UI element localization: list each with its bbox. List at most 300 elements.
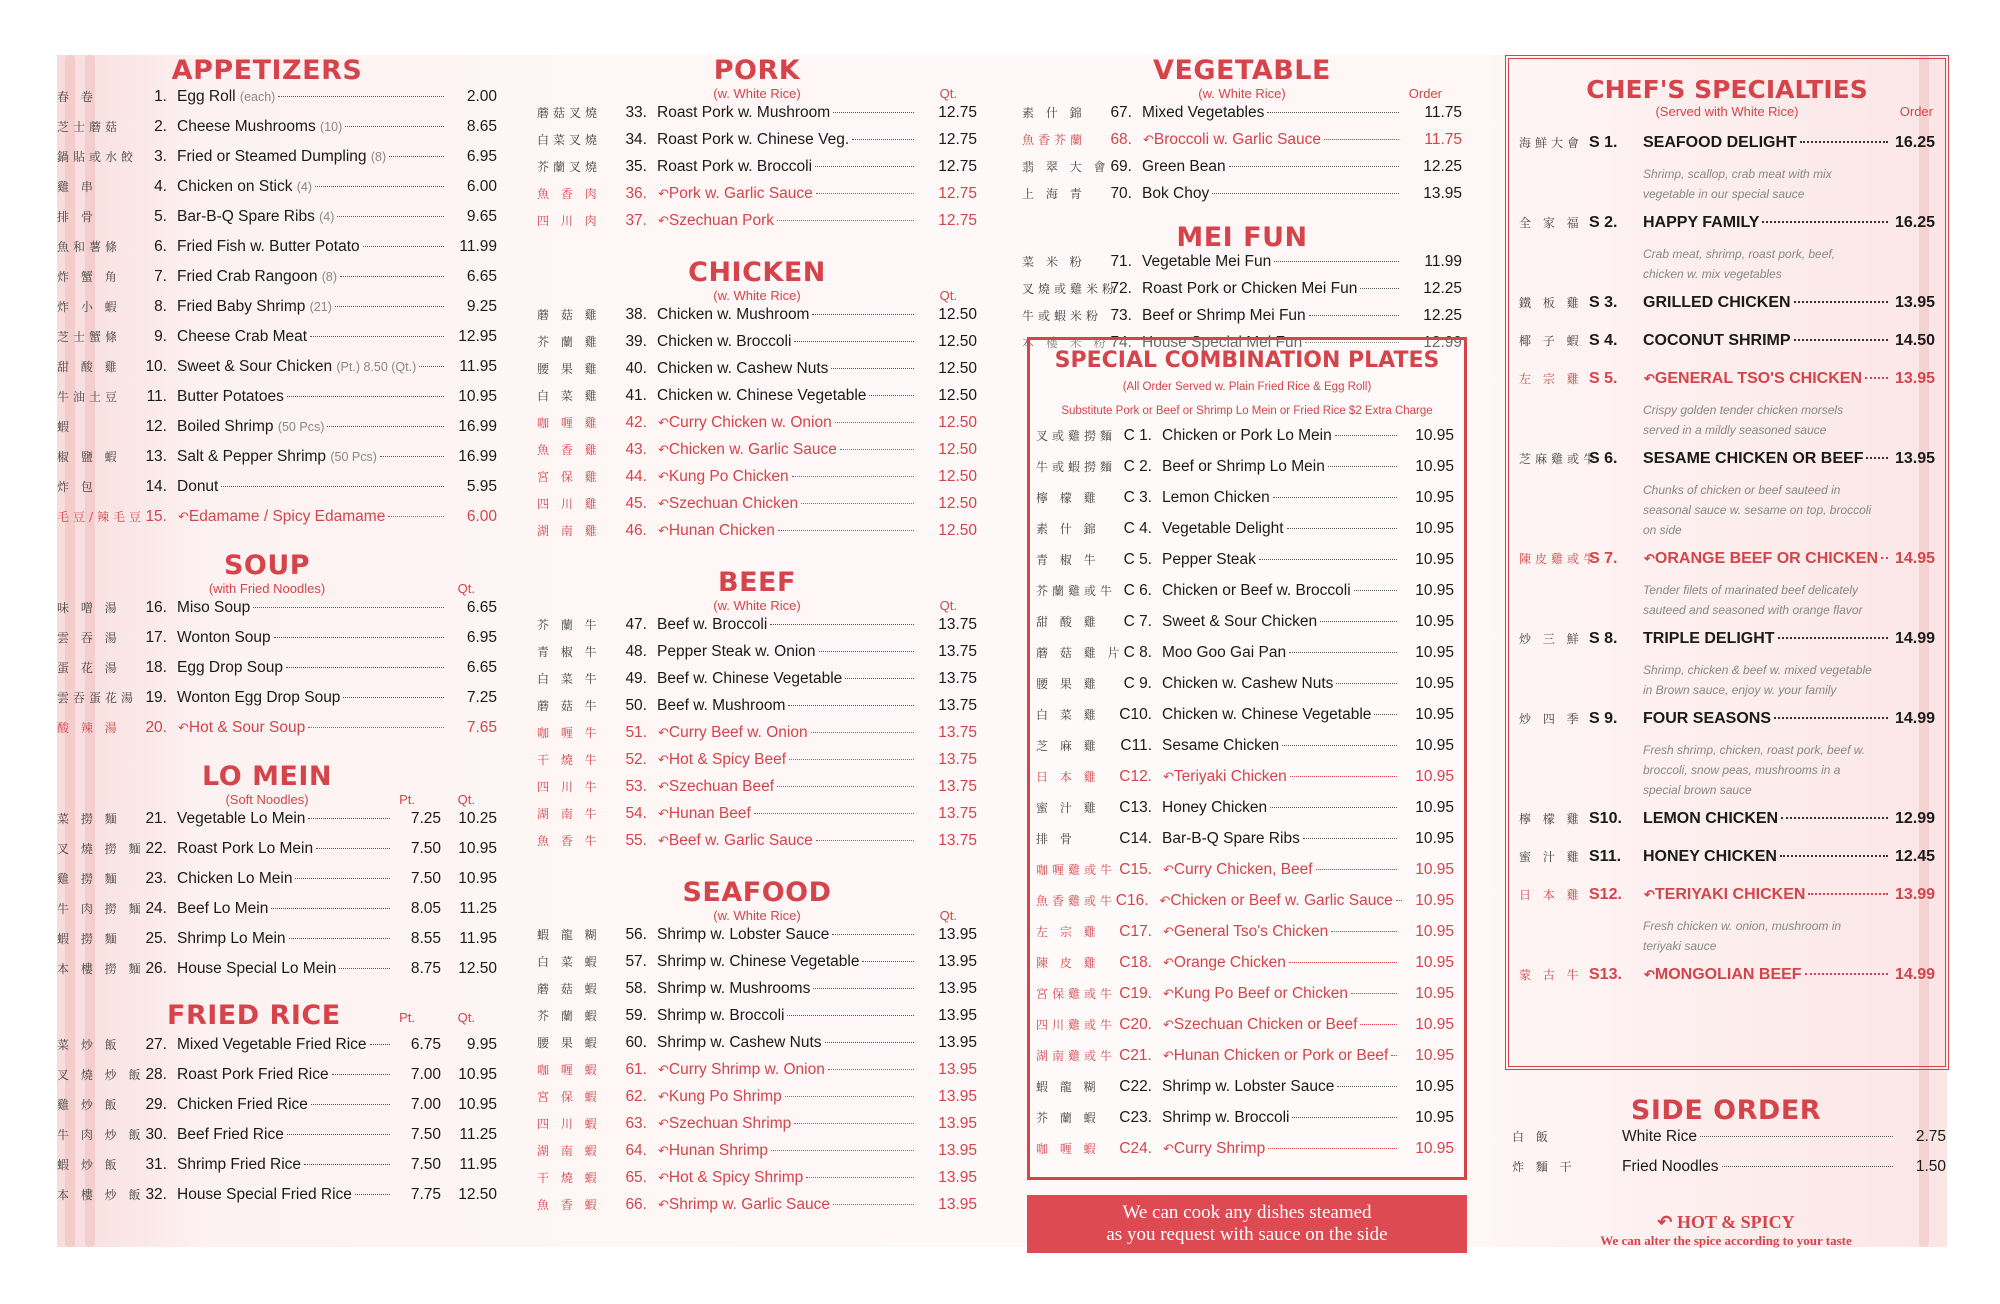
chili-icon: ↶ [1163, 769, 1174, 784]
item-price: 16.25 [1894, 214, 1935, 231]
leader-dots [1794, 301, 1888, 303]
menu-item[interactable] [57, 238, 497, 268]
menu-item[interactable] [57, 268, 497, 298]
item-number: S 1. [1589, 134, 1618, 151]
menu-item[interactable] [1036, 1047, 1454, 1078]
leader-dots [310, 336, 444, 337]
menu-item[interactable] [537, 643, 977, 670]
menu-item[interactable] [1036, 520, 1454, 551]
item-note: (50 Pcs) [330, 450, 377, 464]
item-name-text: Chicken w. Cashew Nuts [1162, 675, 1334, 692]
item-name [657, 131, 849, 149]
chef-special-item[interactable] [1509, 810, 1945, 838]
menu-item[interactable] [57, 1126, 497, 1156]
menu-item[interactable] [1036, 954, 1454, 985]
leader-dots [316, 848, 390, 849]
chinese-name: 蘑菇叉燒 [537, 106, 602, 120]
leader-dots [806, 1177, 914, 1178]
item-number: 22. [145, 840, 167, 857]
menu-item[interactable] [57, 388, 497, 418]
item-name: FOUR SEASONS [1643, 710, 1772, 727]
leader-dots [788, 705, 914, 706]
item-price: 13.95 [1894, 370, 1935, 387]
menu-item[interactable] [1022, 253, 1462, 280]
menu-item[interactable] [537, 158, 977, 185]
item-name [177, 1036, 367, 1054]
leader-dots [1794, 339, 1888, 341]
menu-item[interactable] [1022, 131, 1462, 158]
menu-item[interactable] [1512, 1128, 1946, 1158]
chef-special-item[interactable] [1509, 966, 1945, 994]
menu-item[interactable] [1036, 1016, 1454, 1047]
item-note: (8) [321, 270, 338, 284]
item-number: 2. [154, 118, 167, 135]
item-price-quart: 11.95 [459, 1156, 497, 1173]
menu-item[interactable] [537, 832, 977, 859]
menu-item[interactable] [537, 953, 977, 980]
item-description: Fresh chicken w. onion, mushroom in teriyaki sauce [1643, 919, 1842, 953]
chili-icon: ↶ [1657, 1212, 1677, 1232]
item-name [1142, 104, 1264, 122]
item-name-text: Chicken or Beef w. Garlic Sauce [1170, 892, 1393, 909]
menu-item[interactable] [1036, 458, 1454, 489]
menu-item[interactable] [57, 148, 497, 178]
item-number: C 8. [1123, 644, 1152, 661]
item-number: 45. [625, 495, 647, 512]
leader-dots [777, 220, 914, 221]
menu-item[interactable] [537, 360, 977, 387]
item-name [177, 88, 275, 106]
item-price-quart: 11.25 [459, 1126, 497, 1143]
menu-item[interactable] [1022, 307, 1462, 334]
menu-item[interactable] [57, 840, 497, 870]
item-number: 6. [154, 238, 167, 255]
item-name [657, 616, 767, 634]
chinese-name: 海鮮大會 [1519, 136, 1584, 150]
menu-item[interactable] [537, 697, 977, 724]
menu-item[interactable] [1022, 104, 1462, 131]
chinese-name: 陳皮雞或牛 [1519, 552, 1600, 566]
item-name-text: Szechuan Beef [668, 778, 775, 795]
item-name [177, 659, 283, 677]
leader-dots [828, 1069, 914, 1070]
menu-item[interactable] [57, 930, 497, 960]
menu-item[interactable] [1036, 644, 1454, 675]
item-price: 10.95 [1415, 892, 1454, 909]
item-number: C23. [1119, 1109, 1152, 1126]
menu-item[interactable] [57, 870, 497, 900]
item-price: 12.95 [458, 328, 497, 345]
menu-item[interactable] [57, 358, 497, 388]
item-name-text: Shrimp w. Mushrooms [657, 980, 811, 997]
menu-item[interactable] [57, 659, 497, 689]
chinese-name: 蘑 菇 牛 [537, 699, 601, 713]
item-price: 2.00 [466, 88, 497, 105]
menu-item[interactable] [537, 1142, 977, 1169]
item-name-text: Shrimp w. Broccoli [657, 1007, 785, 1024]
leader-dots [287, 396, 444, 397]
menu-item[interactable] [1036, 582, 1454, 613]
item-number: 60. [625, 1034, 647, 1051]
menu-item[interactable] [1036, 830, 1454, 861]
leader-dots [777, 786, 914, 787]
menu-item[interactable] [537, 1196, 977, 1223]
item-name [177, 599, 250, 617]
item-number: 70. [1110, 185, 1132, 202]
chinese-name: 白 飯 [1512, 1130, 1552, 1144]
item-number: 67. [1110, 104, 1132, 121]
item-number: 42. [625, 414, 647, 431]
item-name-text: Chicken w. Cashew Nuts [657, 360, 829, 377]
menu-item[interactable] [537, 104, 977, 131]
item-number: 68. [1110, 131, 1132, 148]
item-name-text: Chicken or Pork Lo Mein [1162, 427, 1332, 444]
chili-icon: ↶ [658, 442, 669, 457]
item-name [177, 1066, 329, 1084]
menu-item[interactable] [57, 208, 497, 238]
item-number: 36. [625, 185, 647, 202]
chef-special-item[interactable] [1509, 370, 1945, 398]
menu-item[interactable] [57, 508, 497, 538]
menu-item[interactable] [57, 1096, 497, 1126]
chili-icon: ↶ [1163, 862, 1174, 877]
menu-item[interactable] [1036, 799, 1454, 830]
chili-icon: ↶ [658, 806, 669, 821]
chinese-name: 芝麻雞或牛 [1519, 452, 1600, 466]
menu-item[interactable] [1036, 1078, 1454, 1109]
menu-item[interactable] [57, 178, 497, 208]
menu-item[interactable] [537, 387, 977, 414]
menu-item[interactable] [1022, 185, 1462, 212]
item-number: 11. [146, 388, 167, 405]
leader-dots [794, 1123, 914, 1124]
menu-item[interactable] [537, 495, 977, 522]
item-name-text: Sweet & Sour Chicken [1162, 613, 1318, 630]
item-name-text: Beef or Shrimp Mei Fun [1142, 307, 1306, 324]
menu-item[interactable] [57, 418, 497, 448]
item-name [1174, 923, 1328, 941]
chef-special-item[interactable] [1509, 450, 1945, 478]
chinese-name: 全 家 福 [1519, 216, 1583, 230]
item-name: HONEY CHICKEN [1643, 848, 1777, 865]
leader-dots [304, 1164, 390, 1165]
menu-item[interactable] [1036, 427, 1454, 458]
menu-item[interactable] [537, 751, 977, 778]
chinese-name: 雲 吞 湯 [57, 631, 121, 645]
item-price: 6.65 [466, 659, 497, 676]
menu-item[interactable] [537, 1169, 977, 1196]
leader-dots [771, 1150, 914, 1151]
item-price: 14.99 [1894, 966, 1935, 983]
menu-item[interactable] [1036, 613, 1454, 644]
item-name-text: Moo Goo Gai Pan [1162, 644, 1287, 661]
menu-item[interactable] [1036, 768, 1454, 799]
leader-dots [816, 193, 914, 194]
menu-item[interactable] [57, 1036, 497, 1066]
menu-item[interactable] [537, 1007, 977, 1034]
item-number: C17. [1119, 923, 1152, 940]
item-name [669, 414, 832, 432]
beef-list [537, 616, 977, 859]
item-name [669, 522, 775, 540]
menu-item[interactable] [537, 616, 977, 643]
side-order-list [1512, 1128, 1946, 1188]
item-name-text: Roast Pork w. Mushroom [657, 104, 831, 121]
menu-item[interactable] [57, 298, 497, 328]
item-number: C 6. [1123, 582, 1152, 599]
leader-dots [343, 697, 444, 698]
leader-dots [221, 486, 444, 487]
menu-item[interactable] [57, 1186, 497, 1216]
menu-item[interactable] [537, 724, 977, 751]
combo-note-served: (All Order Served w. Plain Fried Rice & Egg Roll) [1122, 381, 1372, 393]
pork-title: PORK [713, 55, 801, 86]
chinese-name: 蜜 汁 雞 [1519, 850, 1583, 864]
menu-item[interactable] [537, 1034, 977, 1061]
menu-item[interactable] [57, 689, 497, 719]
item-name-text: Fried or Steamed Dumpling [177, 148, 367, 165]
menu-item[interactable] [537, 441, 977, 468]
item-name [177, 870, 292, 888]
friedrice-pt-label: Pt. [399, 1010, 415, 1025]
menu-item[interactable] [1036, 675, 1454, 706]
item-price: 10.95 [1415, 582, 1454, 599]
item-price: 13.75 [938, 697, 977, 714]
item-name [657, 1007, 784, 1025]
item-price: 10.95 [458, 388, 497, 405]
soup-title: SOUP [223, 550, 311, 581]
item-number: 63. [625, 1115, 647, 1132]
item-note: (Pt.) 8.50 (Qt.) [336, 360, 417, 374]
menu-item[interactable] [57, 478, 497, 508]
chef-special-item[interactable] [1509, 550, 1945, 578]
menu-item[interactable] [1022, 158, 1462, 185]
menu-item[interactable] [537, 980, 977, 1007]
menu-item[interactable] [57, 960, 497, 990]
menu-item[interactable] [537, 670, 977, 697]
item-price: 13.95 [1894, 294, 1935, 311]
item-price: 6.65 [466, 268, 497, 285]
item-name-text: Vegetable Mei Fun [1142, 253, 1272, 270]
chinese-name: 白 菜 蝦 [537, 955, 601, 969]
item-number: 38. [625, 306, 647, 323]
soup-subtitle-text: (with Fried Noodles) [208, 581, 326, 596]
item-name [669, 778, 774, 796]
item-price-pint: 8.75 [410, 960, 441, 977]
item-name [669, 832, 813, 850]
item-name: TRIPLE DELIGHT [1643, 630, 1775, 647]
menu-item[interactable] [537, 212, 977, 239]
item-number: C 5. [1123, 551, 1152, 568]
menu-item[interactable] [537, 1061, 977, 1088]
menu-item[interactable] [537, 778, 977, 805]
menu-item[interactable] [57, 900, 497, 930]
item-name [177, 268, 337, 286]
leader-dots [388, 516, 444, 517]
item-number: 73. [1110, 307, 1132, 324]
leader-dots [1270, 807, 1397, 808]
menu-item[interactable] [57, 448, 497, 478]
item-price: 10.95 [1415, 613, 1454, 630]
chef-special-item[interactable] [1509, 710, 1945, 738]
item-number: C13. [1119, 799, 1152, 816]
item-name [1162, 675, 1333, 693]
item-name-text: Roast Pork w. Chinese Veg. [657, 131, 850, 148]
chinese-name: 蘑 菇 蝦 [537, 982, 601, 996]
menu-item[interactable] [1036, 985, 1454, 1016]
menu-item[interactable] [1036, 1140, 1454, 1171]
item-price: 6.95 [466, 629, 497, 646]
menu-item[interactable] [537, 1088, 977, 1115]
item-name-text: Szechuan Chicken [668, 495, 799, 512]
item-name-text: Bar-B-Q Spare Ribs [1162, 830, 1300, 847]
item-name-text: Curry Beef w. Onion [668, 724, 808, 741]
leader-dots [1290, 776, 1397, 777]
chili-icon: ↶ [658, 833, 669, 848]
menu-item[interactable] [537, 333, 977, 360]
item-number: 31. [145, 1156, 167, 1173]
item-number: 64. [625, 1142, 647, 1159]
menu-item[interactable] [1036, 737, 1454, 768]
chef-special-item[interactable] [1509, 214, 1945, 242]
leader-dots [1289, 652, 1397, 653]
menu-item[interactable] [537, 805, 977, 832]
menu-item[interactable] [1036, 706, 1454, 737]
item-name [657, 926, 829, 944]
menu-item[interactable] [57, 88, 497, 118]
chinese-name: 魚香雞或牛 [1036, 894, 1117, 908]
item-name [1154, 131, 1321, 149]
menu-item[interactable] [57, 810, 497, 840]
seafood-subtitle [537, 908, 977, 926]
item-number: S 9. [1589, 710, 1618, 727]
item-name-text: Roast Pork w. Broccoli [657, 158, 813, 175]
leader-dots [1351, 993, 1397, 994]
item-name [1174, 1140, 1265, 1158]
item-name-text: Szechuan Shrimp [668, 1115, 792, 1132]
chef-special-item[interactable] [1509, 630, 1945, 658]
menu-item[interactable] [537, 131, 977, 158]
item-price: 10.95 [1415, 1016, 1454, 1033]
menu-item[interactable] [1036, 551, 1454, 582]
menu-item[interactable] [57, 118, 497, 148]
lomein-pt-label: Pt. [399, 792, 415, 807]
item-name-text: Hot & Spicy Beef [668, 751, 787, 768]
item-price: 10.95 [1415, 830, 1454, 847]
menu-item[interactable] [1036, 923, 1454, 954]
item-price: 10.95 [1415, 520, 1454, 537]
soup-subtitle [37, 581, 497, 599]
chef-special-item[interactable] [1509, 134, 1945, 162]
menu-item[interactable] [57, 1066, 497, 1096]
item-price-pint: 8.05 [410, 900, 441, 917]
menu-item[interactable] [1512, 1158, 1946, 1188]
item-price: 10.95 [1415, 644, 1454, 661]
item-number: 51. [625, 724, 647, 741]
menu-item[interactable] [57, 719, 497, 749]
combo-list [1030, 427, 1464, 1171]
item-note: (21) [309, 300, 332, 314]
item-price: 12.99 [1423, 334, 1462, 351]
item-name-text: Fried Baby Shrimp [177, 298, 306, 315]
chinese-name: 四 川 牛 [537, 780, 601, 794]
chili-icon: ↶ [1644, 967, 1655, 982]
item-name-text: Broccoli w. Garlic Sauce [1153, 131, 1322, 148]
menu-item[interactable] [1022, 280, 1462, 307]
item-price: 13.75 [938, 778, 977, 795]
menu-item[interactable] [57, 629, 497, 659]
leader-dots [831, 368, 914, 369]
item-name [177, 840, 313, 858]
menu-item[interactable] [537, 185, 977, 212]
hot-spicy-legend [1506, 1212, 1946, 1249]
item-name-text: Chicken w. Chinese Vegetable [1162, 706, 1372, 723]
soup-list [57, 599, 497, 749]
leader-dots [1282, 745, 1397, 746]
item-price-pint: 7.50 [410, 870, 441, 887]
menu-item[interactable] [57, 328, 497, 358]
item-price: 13.75 [938, 616, 977, 633]
friedrice-header [37, 1000, 497, 1036]
chinese-name: 炸 包 [57, 480, 97, 494]
menu-item[interactable] [537, 414, 977, 441]
leader-dots [1337, 1086, 1397, 1087]
item-number: S 2. [1589, 214, 1618, 231]
item-price: 12.75 [938, 185, 977, 202]
menu-item[interactable] [57, 1156, 497, 1186]
chili-icon: ↶ [1163, 986, 1174, 1001]
leader-dots [1700, 1136, 1893, 1137]
menu-item[interactable] [537, 1115, 977, 1142]
item-price: 12.75 [938, 104, 977, 121]
item-price: 10.95 [1415, 861, 1454, 878]
chef-special-item[interactable] [1509, 332, 1945, 360]
item-price: 13.99 [1894, 886, 1935, 903]
item-number: 18. [145, 659, 167, 676]
item-name-text: Honey Chicken [1162, 799, 1268, 816]
item-price: 13.95 [938, 1061, 977, 1078]
chef-special-item[interactable] [1509, 886, 1945, 914]
leader-dots [833, 1204, 914, 1205]
menu-item[interactable] [1036, 489, 1454, 520]
item-number: 74. [1110, 334, 1132, 351]
menu-item[interactable] [537, 468, 977, 495]
item-number: 30. [145, 1126, 167, 1143]
item-name [1174, 1047, 1389, 1065]
menu-item[interactable] [1036, 861, 1454, 892]
menu-item[interactable] [1036, 892, 1454, 923]
chef-special-item[interactable] [1509, 294, 1945, 322]
menu-item[interactable] [537, 522, 977, 549]
item-name [177, 478, 218, 496]
chef-special-item[interactable] [1509, 848, 1945, 876]
chili-icon: ↶ [658, 523, 669, 538]
leader-dots [327, 426, 444, 427]
item-price: 13.95 [938, 980, 977, 997]
menu-item[interactable] [57, 599, 497, 629]
item-name [177, 178, 312, 196]
menu-item[interactable] [537, 926, 977, 953]
chinese-name: 叉燒或雞米粉 [1022, 282, 1119, 296]
chinese-name: 宮 保 蝦 [537, 1090, 601, 1104]
menu-item[interactable] [1036, 1109, 1454, 1140]
chinese-name: 腰 果 雞 [537, 362, 601, 376]
item-name-text: Fried Noodles [1622, 1158, 1719, 1175]
menu-item[interactable] [537, 306, 977, 333]
item-name-text: Fried Crab Rangoon [177, 268, 318, 285]
chili-icon: ↶ [1644, 551, 1655, 566]
friedrice-qt-label: Qt. [457, 1010, 475, 1025]
